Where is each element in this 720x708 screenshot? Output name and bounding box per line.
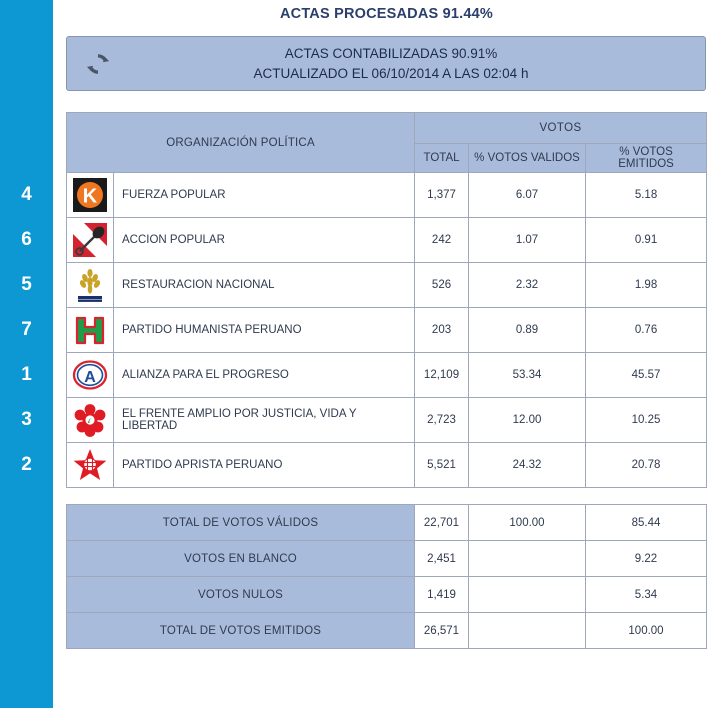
party-name: PARTIDO APRISTA PERUANO [114,443,415,488]
party-pct-emitidos: 10.25 [586,398,707,443]
party-total-votes: 526 [415,263,469,308]
fuerza-popular-logo [72,177,108,213]
col-header-votos-group: VOTOS [415,113,707,144]
summary-label: TOTAL DE VOTOS EMITIDOS [67,613,415,649]
party-pct-emitidos: 0.76 [586,308,707,353]
svg-text:K: K [82,185,98,208]
party-name: ALIANZA PARA EL PROGRESO [114,353,415,398]
rank-number: 4 [21,184,32,205]
party-total-votes: 2,723 [415,398,469,443]
rank-number: 2 [21,454,32,475]
party-pct-validos: 24.32 [469,443,586,488]
summary-row [67,613,707,649]
party-total-votes: 12,109 [415,353,469,398]
summary-label: VOTOS NULOS [67,577,415,613]
summary-pct-validos [469,577,586,613]
status-banner [66,36,706,91]
party-logo-cell [67,173,114,218]
summary-total: 22,701 [415,505,469,541]
summary-label: TOTAL DE VOTOS VÁLIDOS [67,505,415,541]
table-row[interactable] [67,173,707,218]
party-logo-cell [67,443,114,488]
rank-number: 1 [21,364,32,385]
table-header-row-1 [67,113,707,144]
table-row[interactable] [67,263,707,308]
banner-line-1: ACTAS CONTABILIZADAS 90.91% [284,45,498,61]
party-total-votes: 242 [415,218,469,263]
party-total-votes: 203 [415,308,469,353]
summary-pct-emitidos: 9.22 [586,541,707,577]
summary-table [66,504,707,649]
party-pct-emitidos: 0.91 [586,218,707,263]
summary-pct-emitidos: 5.34 [586,577,707,613]
party-pct-validos: 6.07 [469,173,586,218]
party-logo-cell [67,398,114,443]
party-pct-validos: 12.00 [469,398,586,443]
col-header-pct-validos: % VOTOS VALIDOS [469,144,586,173]
party-pct-emitidos: 45.57 [586,353,707,398]
party-name: ACCION POPULAR [114,218,415,263]
party-total-votes: 1,377 [415,173,469,218]
party-pct-validos: 2.32 [469,263,586,308]
party-pct-validos: 53.34 [469,353,586,398]
party-logo-cell [67,353,114,398]
refresh-icon[interactable] [85,51,111,77]
party-logo-cell [67,263,114,308]
summary-pct-validos [469,541,586,577]
table-row[interactable] [67,218,707,263]
summary-pct-validos [469,613,586,649]
summary-pct-emitidos: 100.00 [586,613,707,649]
summary-total: 2,451 [415,541,469,577]
party-pct-validos: 0.89 [469,308,586,353]
col-header-pct-emitidos: % VOTOS EMITIDOS [586,144,707,173]
party-pct-emitidos: 1.98 [586,263,707,308]
partido-humanista-logo [72,312,108,348]
party-logo-cell [67,218,114,263]
party-pct-validos: 1.07 [469,218,586,263]
summary-row [67,541,707,577]
partido-aprista-logo [72,447,108,483]
rank-number: 3 [21,409,32,430]
table-row[interactable] [67,398,707,443]
accion-popular-logo [72,222,108,258]
col-header-total: TOTAL [415,144,469,173]
table-row[interactable] [67,353,707,398]
party-name: PARTIDO HUMANISTA PERUANO [114,308,415,353]
party-name: FUERZA POPULAR [114,173,415,218]
summary-pct-validos: 100.00 [469,505,586,541]
page-title: ACTAS PROCESADAS 91.44% [279,6,494,22]
party-pct-emitidos: 5.18 [586,173,707,218]
party-total-votes: 5,521 [415,443,469,488]
party-logo-cell [67,308,114,353]
summary-row [67,505,707,541]
frente-amplio-logo [72,402,108,438]
summary-row [67,577,707,613]
restauracion-nacional-logo [72,267,108,303]
summary-total: 1,419 [415,577,469,613]
results-table [66,112,707,488]
party-pct-emitidos: 20.78 [586,443,707,488]
summary-label: VOTOS EN BLANCO [67,541,415,577]
summary-total: 26,571 [415,613,469,649]
table-row[interactable] [67,308,707,353]
banner-text [67,44,705,84]
banner-line-2: ACTUALIZADO EL 06/10/2014 A LAS 02:04 h [253,65,529,81]
col-header-organization: ORGANIZACIÓN POLÍTICA [67,113,415,173]
table-row[interactable] [67,443,707,488]
party-name: RESTAURACION NACIONAL [114,263,415,308]
party-name: EL FRENTE AMPLIO POR JUSTICIA, VIDA Y LIBERTAD [114,398,415,443]
svg-text:A: A [84,369,96,386]
rank-number: 5 [21,274,32,295]
alianza-progreso-logo [72,357,108,393]
summary-pct-emitidos: 85.44 [586,505,707,541]
rank-number: 7 [21,319,32,340]
rank-number: 6 [21,229,32,250]
